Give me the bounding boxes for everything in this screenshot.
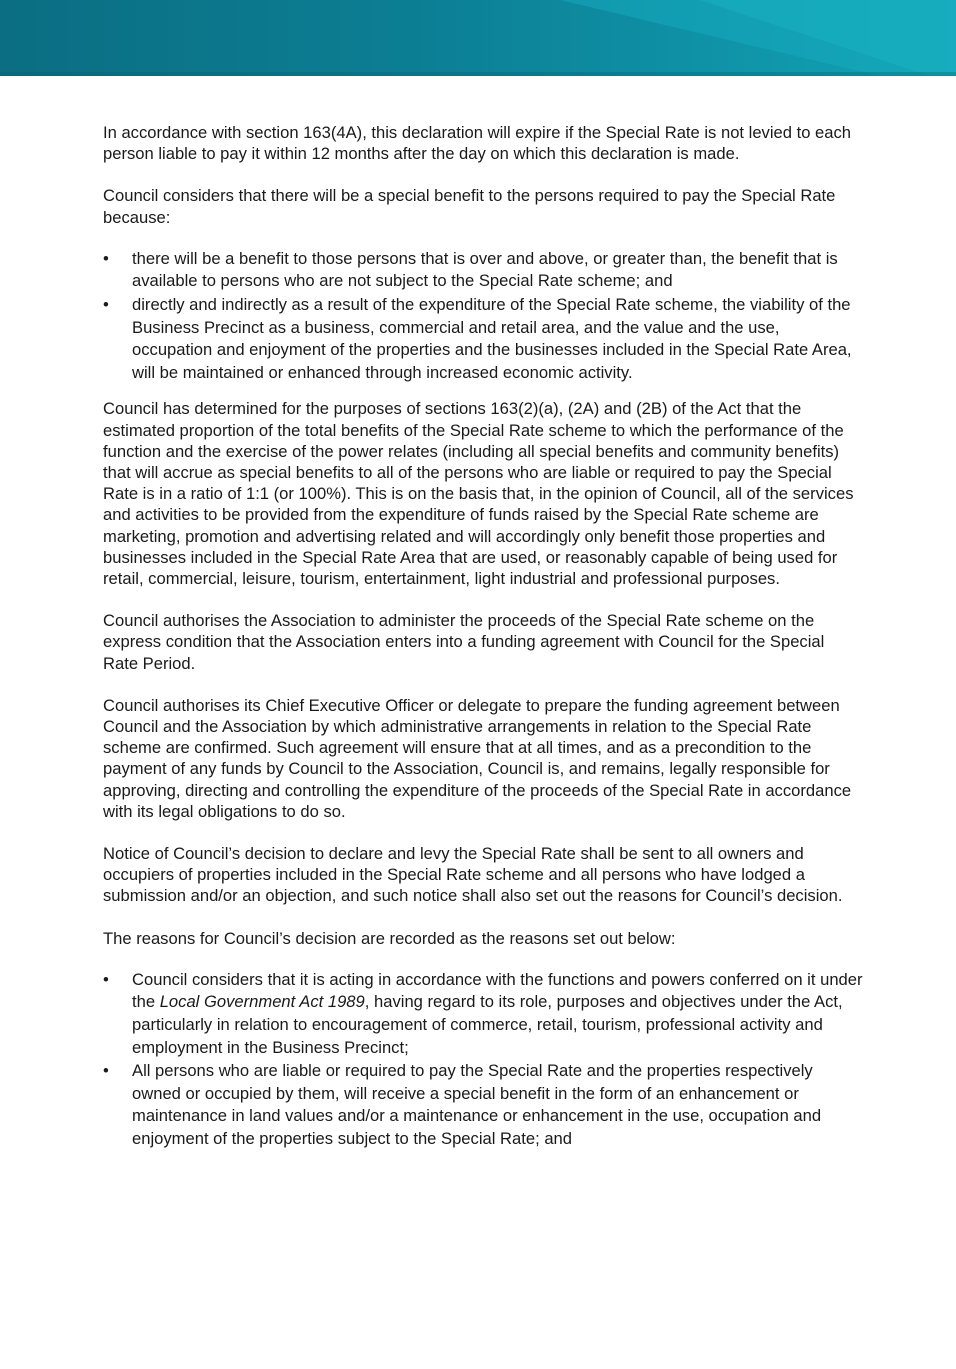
paragraph-special-benefit-intro: Council considers that there will be a special benefit to the persons required to pay the Special Rate because: xyxy=(103,186,836,227)
reasons-list xyxy=(103,969,863,1151)
list-item-text-start: Council considers that it is acting in accordance with the functions and powers conferred on it under the xyxy=(132,969,863,1012)
list-item-text-end: , having regard to its role, purposes and objectives under the Act, particularly in relation to encouragement of commerce, retail, tourism, professional activity and employment in the Business Precinct; xyxy=(132,992,843,1057)
document-body xyxy=(103,122,863,1165)
paragraph-benefit-ratio: Council has determined for the purposes of sections 163(2)(a), (2A) and (2B) of the Act that the estimated proportion of the total benefits of the Special Rate scheme to which the performance of the function and the exercise of the power relates (including all special benefits and community benefits) that will accrue as special benefits to all of the persons who are liable or required to pay the Special Rate is in a ratio of 1:1 (or 100%). This is on the basis that, in the opinion of Council, all of the services and activities to be provided from the expenditure of funds raised by the Special Rate scheme are marketing, promotion and advertising related and will accordingly only benefit those properties and businesses included in the Special Rate Area that are used, or reasonably capable of being used for retail, commercial, leisure, tourism, entertainment, light industrial and professional purposes. xyxy=(103,399,854,588)
list-item xyxy=(103,248,863,293)
header-band-graphic xyxy=(0,0,956,76)
paragraph-funding-agreement: Council authorises its Chief Executive Officer or delegate to prepare the funding agreement between Council and the Association by which administrative arrangements in relation to the Special Rate scheme are confirmed. Such agreement will ensure that at all times, and as a precondition to the payment of any funds by Council to the Association, Council is, and remains, legally responsible for approving, directing and controlling the expenditure of the proceeds of the Special Rate in accordance with its legal obligations to do so. xyxy=(103,695,852,821)
bullet-icon: • xyxy=(103,248,109,268)
list-item xyxy=(103,1060,863,1150)
paragraph-reasons-intro: The reasons for Council’s decision are recorded as the reasons set out below: xyxy=(103,928,676,948)
bullet-icon: • xyxy=(103,295,109,314)
list-item xyxy=(103,969,863,1059)
header-band xyxy=(0,0,956,76)
list-item-text: All persons who are liable or required to pay the Special Rate and the properties respectively owned or occupied by them, will receive a special benefit in the form of an enhancement or maintenance in land values and/or a maintenance or enhancement in the use, occupation and enjoyment of the properties subject to the Special Rate; and xyxy=(132,1061,822,1148)
paragraph-notice: Notice of Council’s decision to declare and levy the Special Rate shall be sent to all owners and occupiers of properties included in the Special Rate scheme and all persons who have lodged a submission and/or an objection, and such notice shall also set out the reasons for Council’s decision. xyxy=(103,844,843,906)
list-item xyxy=(103,294,863,384)
list-item-text: directly and indirectly as a result of the expenditure of the Special Rate scheme, the viability of the Business Precinct as a business, commercial and retail area, and the value and the use, occupation and enjoyment of the properties and the businesses included in the Special Rate Area, will be maintained or enhanced through increased economic activity. xyxy=(132,295,852,382)
list-item-text xyxy=(132,970,863,1057)
paragraph-association-administer: Council authorises the Association to administer the proceeds of the Special Rate scheme on the express condition that the Association enters into a funding agreement with Council for the Special Rate Period. xyxy=(103,611,825,673)
paragraph-expiry: In accordance with section 163(4A), this declaration will expire if the Special Rate is not levied to each person liable to pay it within 12 months after the day on which this declaration is made. xyxy=(103,123,852,164)
bullet-icon: • xyxy=(103,969,109,989)
bullet-icon: • xyxy=(103,1061,109,1081)
special-benefit-list xyxy=(103,248,863,385)
list-item-text: there will be a benefit to those persons that is over and above, or greater than, the benefit that is available to persons who are not subject to the Special Rate scheme; and xyxy=(132,248,838,291)
act-title: Local Government Act 1989 xyxy=(159,992,365,1012)
